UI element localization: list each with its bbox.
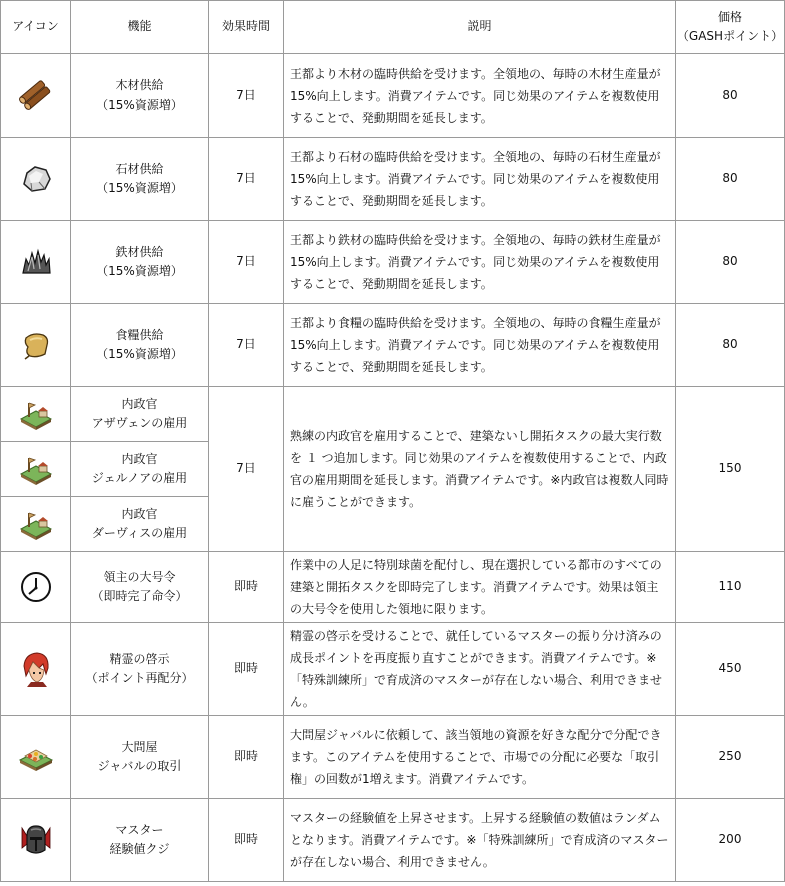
duration-cell: 7日	[209, 221, 284, 304]
function-name: 大問屋	[121, 739, 158, 754]
function-cell	[71, 442, 209, 497]
function-sub: ダーヴィスの雇用	[91, 526, 188, 540]
header-price-label: 価格	[717, 9, 742, 24]
official-icon	[18, 397, 54, 431]
icon-cell	[1, 442, 71, 497]
price-cell: 80	[676, 304, 785, 387]
table-row	[1, 552, 785, 623]
header-function: 機能	[71, 1, 209, 54]
function-sub: ジェルノアの雇用	[91, 471, 188, 485]
helmet-icon	[19, 822, 53, 858]
duration-cell: 即時	[209, 623, 284, 716]
header-price	[676, 1, 785, 54]
food-icon	[19, 328, 53, 362]
function-name: 内政官	[121, 451, 158, 466]
table-row	[1, 799, 785, 882]
table-row	[1, 304, 785, 387]
description-cell: 大問屋ジャバルに依頼して、該当領地の資源を好きな配分で分配できます。このアイテムを使用することで、市場での分配に必要な「取引権」の回数が1増えます。消費アイテムです。	[284, 716, 676, 799]
duration-cell: 7日	[209, 304, 284, 387]
function-cell	[71, 716, 209, 799]
function-sub: 経験値クジ	[109, 842, 170, 856]
description-cell: 王都より木材の臨時供給を受けます。全領地の、毎時の木材生産量が15%向上します。消費アイテムです。同じ効果のアイテムを複数使用することで、発動期間を延長します。	[284, 54, 676, 138]
price-cell: 80	[676, 138, 785, 221]
table-row	[1, 387, 785, 442]
function-name: 精霊の啓示	[109, 651, 170, 666]
official-icon	[18, 507, 54, 541]
function-sub: （15%資源増）	[96, 347, 183, 361]
description-cell: 王都より鉄材の臨時供給を受けます。全領地の、毎時の鉄材生産量が15%向上します。消費アイテムです。同じ効果のアイテムを複数使用することで、発動期間を延長します。	[284, 221, 676, 304]
description-cell: 王都より石材の臨時供給を受けます。全領地の、毎時の石材生産量が15%向上します。消費アイテムです。同じ効果のアイテムを複数使用することで、発動期間を延長します。	[284, 138, 676, 221]
function-cell	[71, 304, 209, 387]
icon-cell	[1, 497, 71, 552]
market-icon	[17, 740, 55, 774]
function-name: 領主の大号令	[103, 569, 176, 584]
function-sub: （ポイント再配分）	[85, 671, 194, 685]
description-cell: 作業中の人足に特別球菌を配付し、現在選択している都市のすべての建築と開拓タスクを即時完了します。消費アイテムです。効果は領主の大号令を使用した領地に限ります。	[284, 552, 676, 623]
function-cell	[71, 387, 209, 442]
function-sub: （15%資源増）	[96, 181, 183, 195]
header-row	[1, 1, 785, 54]
function-name: 石材供給	[115, 161, 164, 176]
function-cell	[71, 799, 209, 882]
description-cell: 王都より食糧の臨時供給を受けます。全領地の、毎時の食糧生産量が15%向上します。消費アイテムです。同じ効果のアイテムを複数使用することで、発動期間を延長します。	[284, 304, 676, 387]
function-name: 木材供給	[115, 78, 164, 93]
price-cell: 450	[676, 623, 785, 716]
function-name: 内政官	[121, 506, 158, 521]
duration-cell: 即時	[209, 552, 284, 623]
duration-cell: 即時	[209, 716, 284, 799]
duration-cell: 7日	[209, 54, 284, 138]
description-cell: 熟練の内政官を雇用することで、建築ないし開拓タスクの最大実行数を １ つ追加します。同じ効果のアイテムを複数使用することで、内政官の雇用期間を延長します。消費アイテムです。※内政官は複数人同時に雇うことができます。	[284, 387, 676, 552]
function-sub: （15%資源増）	[96, 97, 183, 112]
stone-icon	[19, 162, 53, 196]
icon-cell	[1, 304, 71, 387]
function-cell	[71, 138, 209, 221]
duration-cell: 7日	[209, 387, 284, 552]
price-cell: 80	[676, 54, 785, 138]
table-row	[1, 716, 785, 799]
icon-cell	[1, 54, 71, 138]
function-cell	[71, 54, 209, 138]
icon-cell	[1, 623, 71, 716]
iron-icon	[19, 245, 53, 279]
function-cell	[71, 221, 209, 304]
table-row	[1, 138, 785, 221]
function-name: 食糧供給	[115, 327, 164, 342]
icon-cell	[1, 138, 71, 221]
function-name: 鉄材供給	[115, 244, 164, 259]
duration-cell: 即時	[209, 799, 284, 882]
table-row	[1, 54, 785, 138]
header-price-unit: （GASHポイント）	[676, 29, 784, 43]
spirit-icon	[19, 650, 53, 688]
icon-cell	[1, 221, 71, 304]
function-cell	[71, 623, 209, 716]
description-cell: マスターの経験値を上昇させます。上昇する経験値の数値はランダムとなります。消費アイテムです。※「特殊訓練所」で育成済のマスターが存在しない場合、利用できません。	[284, 799, 676, 882]
description-cell: 精霊の啓示を受けることで、就任しているマスターの振り分け済みの成長ポイントを再度振り直すことができます。消費アイテムです。※「特殊訓練所」で育成済のマスターが存在しない場合、利用できません。	[284, 623, 676, 716]
price-cell: 110	[676, 552, 785, 623]
official-icon	[18, 452, 54, 486]
price-cell: 80	[676, 221, 785, 304]
header-duration: 効果時間	[209, 1, 284, 54]
function-name: マスター	[115, 822, 164, 837]
price-cell: 150	[676, 387, 785, 552]
icon-cell	[1, 387, 71, 442]
function-name: 内政官	[121, 396, 158, 411]
header-description: 説明	[284, 1, 676, 54]
table-row	[1, 221, 785, 304]
function-cell	[71, 497, 209, 552]
function-sub: （即時完了命令）	[91, 589, 188, 603]
function-cell	[71, 552, 209, 623]
function-sub: アザヴェンの雇用	[91, 416, 188, 430]
price-cell: 200	[676, 799, 785, 882]
function-sub: （15%資源増）	[96, 264, 183, 278]
price-cell: 250	[676, 716, 785, 799]
clock-icon	[19, 570, 53, 604]
table-row	[1, 623, 785, 716]
function-sub: ジャバルの取引	[97, 759, 182, 773]
icon-cell	[1, 552, 71, 623]
icon-cell	[1, 799, 71, 882]
header-icon: アイコン	[1, 1, 71, 54]
duration-cell: 7日	[209, 138, 284, 221]
icon-cell	[1, 716, 71, 799]
wood-icon	[19, 79, 53, 113]
